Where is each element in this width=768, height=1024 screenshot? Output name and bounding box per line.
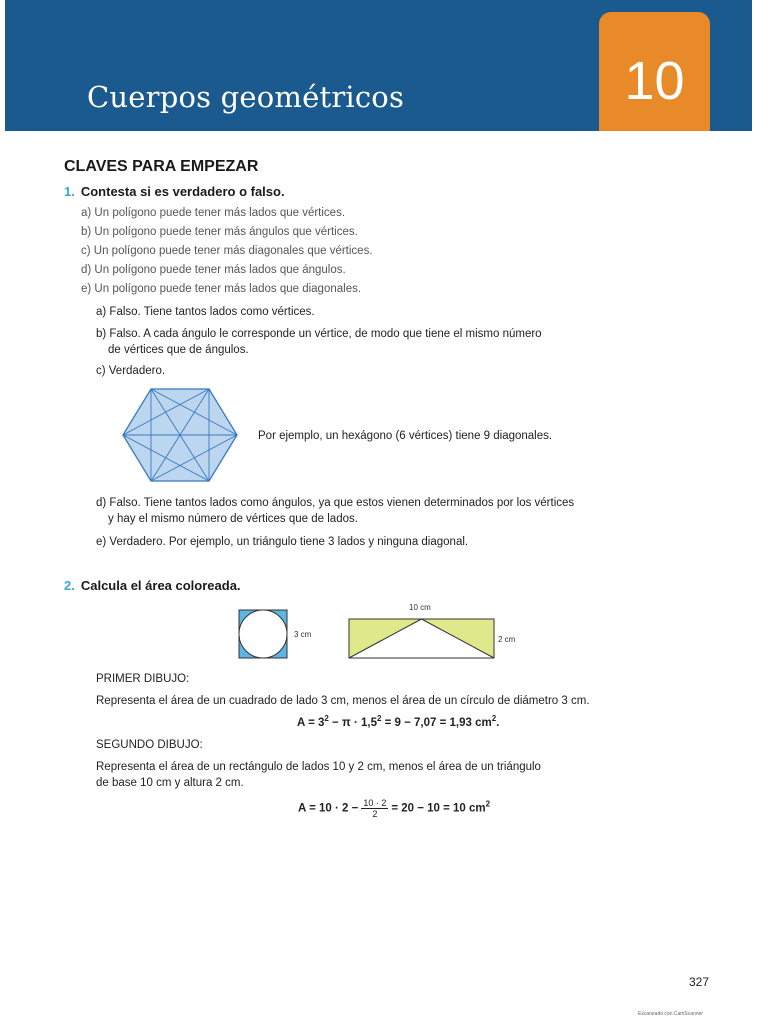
formula-exponent: 2 [324,714,329,723]
answer-c: c) Verdadero. [96,365,166,377]
chapter-title: Cuerpos geométricos [87,80,405,114]
fraction-numerator: 10 · 2 [363,798,387,808]
answer-e: e) Verdadero. Por ejemplo, un triángulo tiene 3 lados y ninguna diagonal. [96,536,469,548]
formula-part: . [496,716,500,729]
second-drawing-text-line2: de base 10 cm y altura 2 cm. [96,777,244,789]
section-title: CLAVES PARA EMPEZAR [64,158,259,175]
answer-d-line2: y hay el mismo número de vértices que de lados. [108,513,358,525]
chapter-number: 10 [624,51,685,111]
first-drawing-text: Representa el área de un cuadrado de lado 3 cm, menos el área de un círculo de diámetro 3 cm. [96,695,590,707]
formula-part: A = 3 [297,716,325,729]
second-drawing-formula [298,798,490,819]
answer-a: a) Falso. Tiene tantos lados como vértices. [96,306,315,318]
rectangle-width-label: 10 cm [409,603,431,612]
option-e: e) Un polígono puede tener más lados que diagonales. [81,283,362,295]
answer-b-line2: de vértices que de ángulos. [108,344,249,356]
page-number: 327 [689,975,710,989]
formula-exponent: 2 [376,714,382,723]
first-drawing-heading: PRIMER DIBUJO: [96,673,190,685]
rectangle-height-label: 2 cm [498,635,516,644]
formula-part: − π · 1,5 [328,716,377,729]
hexagon-diagonals-figure [122,387,238,483]
formula-part: = 20 − 10 = 10 cm [391,802,486,815]
square-side-label: 3 cm [294,630,312,639]
hexagon-example-text: Por ejemplo, un hexágono (6 vértices) tiene 9 diagonales. [258,430,553,442]
chapter-number-tab [599,12,710,131]
question-number: 1. [64,184,75,199]
formula-part: A = 10 · 2 − [298,802,359,815]
option-a: a) Un polígono puede tener más lados que vértices. [81,207,346,219]
fraction-denominator: 2 [372,809,378,819]
question-1 [64,184,285,199]
formula-fraction [361,798,388,819]
option-b: b) Un polígono puede tener más ángulos que vértices. [81,226,358,238]
formula-exponent: 2 [485,799,491,809]
formula-exponent: 2 [491,714,497,723]
second-drawing-text-line1: Representa el área de un rectángulo de lados 10 y 2 cm, menos el área de un triángulo [96,761,541,773]
scanner-watermark: Escaneado con CamScanner [638,1011,704,1017]
square-circle-figure [238,609,318,659]
rectangle-triangle-figure [347,600,527,662]
question-number: 2. [64,578,75,593]
option-c: c) Un polígono puede tener más diagonales que vértices. [81,245,373,257]
answer-b-line1: b) Falso. A cada ángulo le corresponde un vértice, de modo que tiene el mismo número [96,328,542,340]
question-prompt: Contesta si es verdadero o falso. [80,184,285,199]
question-2 [64,578,241,593]
second-drawing-heading: SEGUNDO DIBUJO: [96,739,203,751]
first-drawing-formula [297,714,499,729]
question-prompt: Calcula el área coloreada. [80,578,241,593]
formula-part: = 9 − 7,07 = 1,93 cm [381,716,492,729]
answer-d-line1: d) Falso. Tiene tantos lados como ángulos, ya que estos vienen determinados por los vértices [96,497,575,509]
option-d: d) Un polígono puede tener más lados que ángulos. [81,264,346,276]
